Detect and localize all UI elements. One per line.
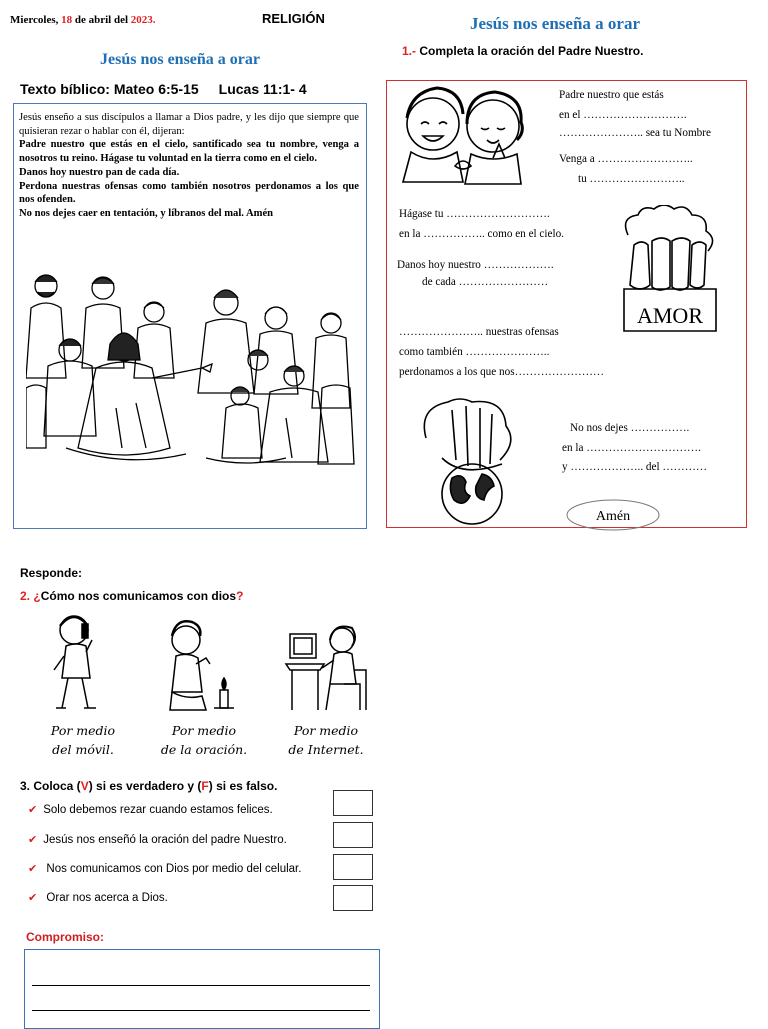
fill-line: ………………….. nuestras ofensas [399,326,559,338]
caption-line: de la oración. [160,742,248,757]
fill-line: perdonamos a los que nos…………………… [399,366,605,378]
caption-line: Por medio [50,723,116,738]
fill-line: No nos dejes ……………. [570,422,690,434]
hand-globe-illustration [412,398,532,526]
amen-label: Amén [595,509,631,524]
date-end: . [152,14,156,26]
question-1-number: 1.- [402,44,417,58]
check-icon: ✔ [28,892,38,904]
answer-box[interactable] [333,854,373,880]
date-middle: de abril del [74,14,129,26]
compromiso-label: Compromiso: [26,930,104,944]
child-computer-illustration [284,620,370,716]
fill-line: en la …………………………. [562,442,701,454]
fill-line: en el ………………………. [559,109,687,121]
statement-item [28,803,273,816]
question-3-text-c: ) si es falso. [208,779,278,793]
check-icon: ✔ [28,804,38,816]
caption-line: del móvil. [52,742,114,757]
story-text [19,111,359,221]
question-3-v: V [80,779,89,793]
fill-line: tu …………………….. [578,173,685,185]
amor-label: AMOR [636,303,704,328]
story-prayer-line: Padre nuestro que estás en el cielo, santificado sea tu nombre, venga a nosotros tu reino. Hágase tu voluntad en la tierra como en el cielo. [19,139,359,165]
fill-line: en la …………….. como en el cielo. [399,228,564,240]
fill-line: Danos hoy nuestro ………………. [397,259,554,271]
story-prayer-line: Perdona nuestras ofensas como también nosotros perdonamos a los que nos ofenden. [19,180,359,206]
statement-text: Orar nos acerca a Dios. [43,892,168,904]
story-prayer-line: No nos dejes caer en tentación, y líbranos del mal. Amén [19,207,274,219]
story-intro: Jesús enseño a sus discípulos a llamar a Dios padre, y les dijo que siempre que quisieran rezar o hablar con él, dijeran: [19,112,359,137]
writing-line [32,1010,370,1011]
statement-item [28,891,168,904]
bible-reference-lucas: Lucas 11:1- 4 [218,81,307,97]
date-year: 2023 [130,14,153,26]
date-prefix: Miercoles, [10,14,59,26]
worksheet-title-right: Jesús nos enseña a orar [470,14,641,33]
statement-item [28,862,301,875]
fill-line: Padre nuestro que estás [559,89,664,101]
story-prayer-line: Danos hoy nuestro pan de cada día. [19,166,180,178]
statement-text: Jesús nos enseñó la oración del padre Nuestro. [43,834,287,846]
child-praying-illustration [158,620,240,716]
fill-line: Hágase tu ………………………. [399,208,550,220]
fill-line: de cada …………………… [422,276,549,288]
statement-item [28,833,287,846]
question-3-text-a: 3. Coloca ( [20,779,81,793]
statement-text: Solo debemos rezar cuando estamos felices. [43,804,273,816]
children-praying-illustration [393,84,543,188]
check-icon: ✔ [28,834,38,846]
fill-line: como también ………………….. [399,346,550,358]
question-3-text-b: ) si es verdadero y ( [88,779,202,793]
fill-line: y ……………….. del ………… [562,461,708,473]
question-3-f: F [201,779,209,793]
caption-line: Por medio [293,723,359,738]
question-1-text: Completa la oración del Padre Nuestro. [419,44,644,58]
subject-title: RELIGIÓN [262,11,325,26]
header-date [10,14,156,26]
amen-oval [565,498,661,532]
responde-label: Responde: [20,566,83,580]
answer-box[interactable] [333,885,373,911]
question-2-open: ¿ [33,589,41,603]
jesus-disciples-illustration [26,268,356,473]
date-day: 18 [61,14,73,26]
fill-line: Venga a …………………….. [559,153,693,165]
check-icon: ✔ [28,863,38,875]
worksheet-title-left: Jesús nos enseña a orar [100,51,261,68]
question-2-number: 2. [20,589,31,603]
caption-movil [28,721,138,759]
question-2-text: Cómo nos comunicamos con dios [40,589,237,603]
writing-line [32,985,370,986]
bible-reference-mateo: Texto bíblico: Mateo 6:5-15 [20,81,199,97]
caption-line: de Internet. [288,742,364,757]
amor-hands-illustration [614,205,726,335]
answer-box[interactable] [333,822,373,848]
answer-box[interactable] [333,790,373,816]
caption-oracion [148,721,260,759]
child-phone-illustration [44,612,114,716]
question-1 [402,44,643,58]
compromiso-box[interactable] [24,949,380,1029]
statement-text: Nos comunicamos con Dios por medio del celular. [43,863,302,875]
caption-internet [276,721,376,759]
question-3 [20,779,277,793]
fill-line: ………………….. sea tu Nombre [559,127,711,139]
question-2 [20,589,243,603]
caption-line: Por medio [171,723,237,738]
bible-reference [20,81,307,97]
question-2-close: ? [236,589,244,603]
